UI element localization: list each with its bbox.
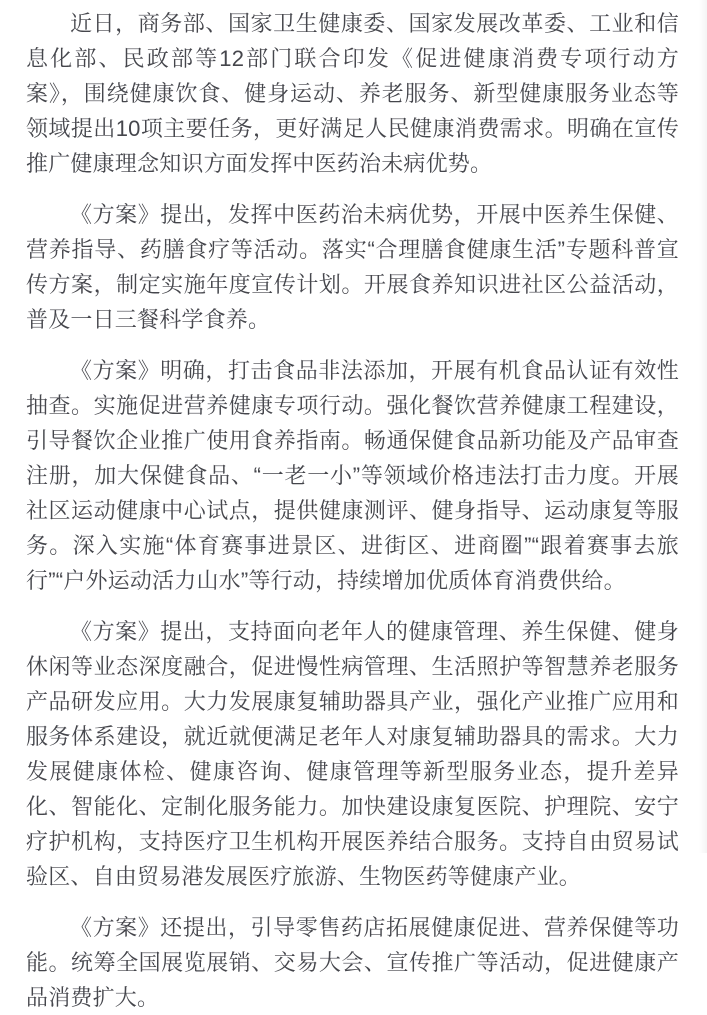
article-paragraph-tcm-nutrition: 《方案》提出，发挥中医药治未病优势，开展中医养生保健、营养指导、药膳食疗等活动。落实“合理膳食健康生活”专题科普宣传方案，制定实施年度宣传计划。开展食养知识进社区公益活动，普及一日三餐科学食养。 xyxy=(26,202,679,332)
article-paragraph-pharmacy-expo: 《方案》还提出，引导零售药店拓展健康促进、营养保健等功能。统筹全国展览展销、交易大会、宣传推广等活动，促进健康产品消费扩大。 xyxy=(26,915,679,1010)
article-paragraph-intro: 近日，商务部、国家卫生健康委、国家发展改革委、工业和信息化部、民政部等12部门联合印发《促进健康消费专项行动方案》，围绕健康饮食、健身运动、养老服务、新型健康服务业态等领域提出10项主要任务，更好满足人民健康消费需求。明确在宣传推广健康理念知识方面发挥中医药治未病优势。 xyxy=(26,11,679,176)
article-paragraph-food-sports: 《方案》明确，打击食品非法添加，开展有机食品认证有效性抽查。实施促进营养健康专项行动。强化餐饮营养健康工程建设，引导餐饮企业推广使用食养指南。畅通保健食品新功能及产品审查注册，加大保健食品、“一老一小”等领域价格违法打击力度。开展社区运动健康中心试点，提供健康测评、健身指导、运动康复等服务。深入实施“体育赛事进景区、进街区、进商圈”“跟着赛事去旅行”“户外运动活力山水”等行动，持续增加优质体育消费供给。 xyxy=(26,358,679,593)
article-paragraph-elderly-services: 《方案》提出，支持面向老年人的健康管理、养生保健、健身休闲等业态深度融合，促进慢性病管理、生活照护等智慧养老服务产品研发应用。大力发展康复辅助器具产业，强化产业推广应用和服务体系建设，就近就便满足老年人对康复辅助器具的需求。大力发展健康体检、健康咨询、健康管理等新型服务业态，提升差异化、智能化、定制化服务能力。加快建设康复医院、护理院、安宁疗护机构，支持医疗卫生机构开展医养结合服务。支持自由贸易试验区、自由贸易港发展医疗旅游、生物医药等健康产业。 xyxy=(26,619,679,889)
